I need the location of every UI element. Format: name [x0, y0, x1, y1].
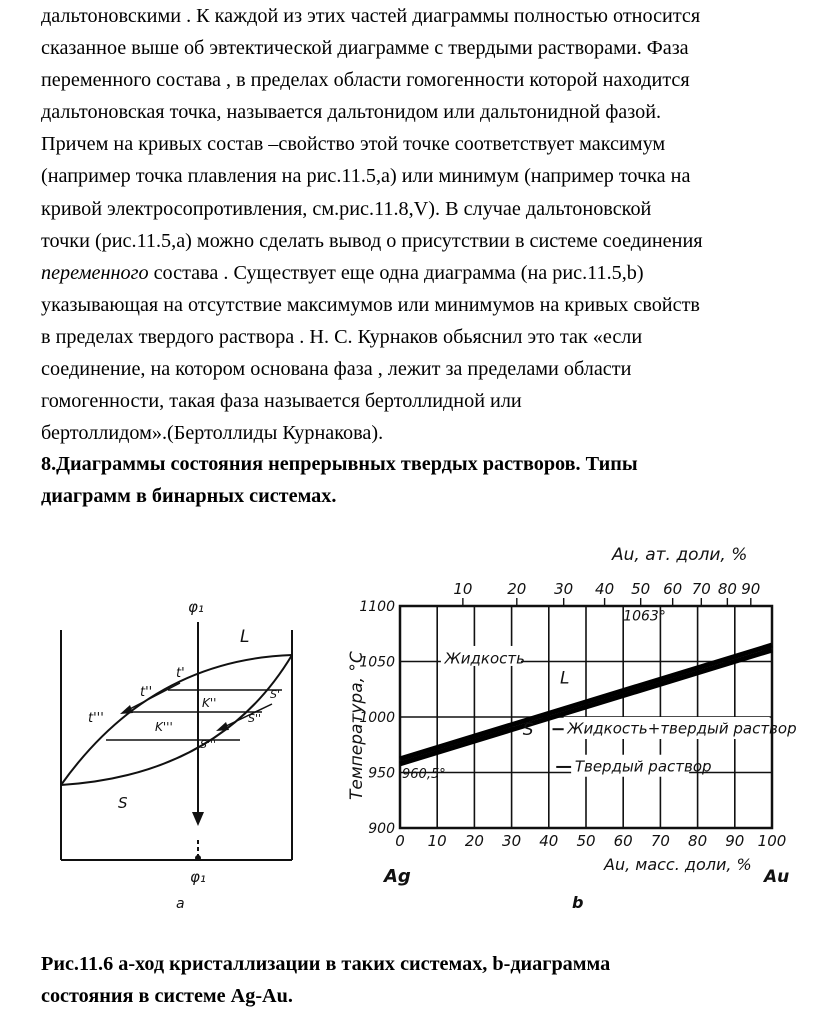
caption-line: Рис.11.6 а-ход кристаллизации в таких системах, b-диаграмма — [41, 953, 611, 975]
top-tick-label: 40 — [595, 580, 615, 598]
text-line: бертоллидом».(Бертоллиды Курнакова). — [41, 422, 384, 445]
top-tick-label: 90 — [741, 580, 761, 598]
text-line: гомогенности, такая фаза называется бертоллидной или — [41, 390, 522, 413]
top-tick-label: 80 — [717, 580, 737, 598]
label-t3: t''' — [88, 711, 104, 726]
x-tick-label: 90 — [725, 832, 745, 850]
label-S: S — [118, 794, 128, 812]
region-liquid: Жидкость — [444, 649, 525, 668]
label-t2: t'' — [140, 685, 153, 700]
x-tick-label: 30 — [502, 832, 522, 850]
label-S3: S''' — [200, 738, 217, 751]
sublabel-b: b — [572, 893, 584, 912]
melt-point-ag: 960,5° — [402, 767, 446, 783]
top-axis-label: Au, ат. доли, % — [612, 545, 748, 565]
cooling-arrowhead — [192, 812, 204, 826]
melt-point-au: 1063° — [623, 608, 666, 625]
region-L: L — [559, 668, 570, 689]
left-component-label: Ag — [384, 866, 411, 887]
x-tick-label: 10 — [427, 832, 447, 850]
region-S: S — [522, 719, 534, 740]
y-tick-label: 1000 — [359, 710, 395, 726]
right-component-label: Au — [764, 867, 790, 887]
top-tick-label: 10 — [453, 580, 473, 598]
top-tick-label: 50 — [631, 580, 651, 598]
y-tick-label: 900 — [368, 821, 395, 837]
text-line: сказанное выше об эвтектической диаграмме с твердыми растворами. Фаза — [41, 37, 689, 60]
heading-line: 8.Диаграммы состояния непрерывных твердых растворов. Типы — [41, 453, 638, 475]
label-t1: t' — [176, 666, 185, 681]
text-line: дальтоновскими . К каждой из этих частей диаграммы полностью относится — [41, 5, 701, 27]
text-line: кривой электросопротивления, см.рис.11.8,V). В случае дальтоновской — [41, 197, 652, 220]
text-line: соединение, на котором основана фаза , лежит за пределами области — [41, 358, 632, 381]
y-tick-label: 950 — [368, 765, 395, 782]
sublabel-a: а — [176, 896, 185, 912]
composition-point — [195, 855, 201, 861]
x-tick-label: 70 — [650, 832, 670, 850]
label-phi-bottom: φ₁ — [190, 868, 206, 886]
solid-arrowhead — [216, 722, 229, 731]
y-tick-label: 1100 — [359, 599, 395, 615]
y-axis-label: Температура, °С — [347, 651, 367, 800]
text-line: указывающая на отсутствие максимумов или минимумов на кривых свойств — [41, 293, 700, 316]
x-tick-label: 60 — [613, 832, 633, 850]
text-line: точки (рис.11.5,а) можно сделать вывод о присутствии в системе соединения — [41, 229, 703, 252]
top-tick-label: 60 — [663, 580, 683, 598]
label-phi-top: φ₁ — [188, 598, 204, 616]
region-solid: Твердый раствор — [574, 757, 712, 776]
italic-term: переменного — [41, 261, 149, 284]
top-tick-label: 20 — [507, 580, 527, 598]
top-tick-label: 70 — [691, 580, 711, 598]
liquid-arrowhead — [120, 705, 133, 714]
label-K2: K'' — [202, 696, 217, 710]
x-axis-label: Au, масс. доли, % — [604, 855, 752, 874]
x-tick-label: 50 — [576, 832, 596, 850]
text-line: дальтоновская точка, называется дальтонидом или дальтонидной фазой. — [41, 101, 662, 124]
solid-path-arrow — [222, 704, 272, 728]
label-K3: K''' — [155, 720, 173, 734]
text-line: (например точка плавления на рис.11.5,а) или минимум (например точка на — [41, 165, 691, 188]
region-two-phase: Жидкость+твердый раствор — [567, 719, 797, 738]
label-S2: S'' — [248, 712, 262, 725]
text-fragment: состава . Существует еще одна диаграмма (на рис.11.5,b) — [148, 261, 644, 284]
caption-line: состояния в системе Ag-Au. — [41, 985, 293, 1007]
ag-au-phase-diagram — [359, 580, 796, 850]
text-line: в пределах твердого раствора . Н. С. Курнаков обьяснил это так «если — [41, 325, 643, 348]
x-tick-label: 80 — [688, 832, 708, 850]
x-tick-label: 0 — [395, 832, 405, 850]
y-tick-label: 1050 — [359, 654, 395, 671]
x-tick-label: 20 — [464, 832, 484, 850]
label-L: L — [240, 627, 250, 647]
x-tick-label: 40 — [539, 832, 559, 850]
x-tick-label: 100 — [757, 832, 787, 850]
text-line: переменного состава , в пределах области гомогенности которой находится — [41, 69, 690, 92]
top-tick-label: 30 — [554, 580, 574, 598]
figure-caption — [41, 948, 811, 1012]
heading-line: диаграмм в бинарных системах. — [41, 485, 337, 507]
label-S1: S' — [270, 688, 281, 701]
text-line: Причем на кривых состав –свойство этой точке соответствует максимум — [41, 133, 666, 156]
figure-a — [61, 622, 292, 861]
